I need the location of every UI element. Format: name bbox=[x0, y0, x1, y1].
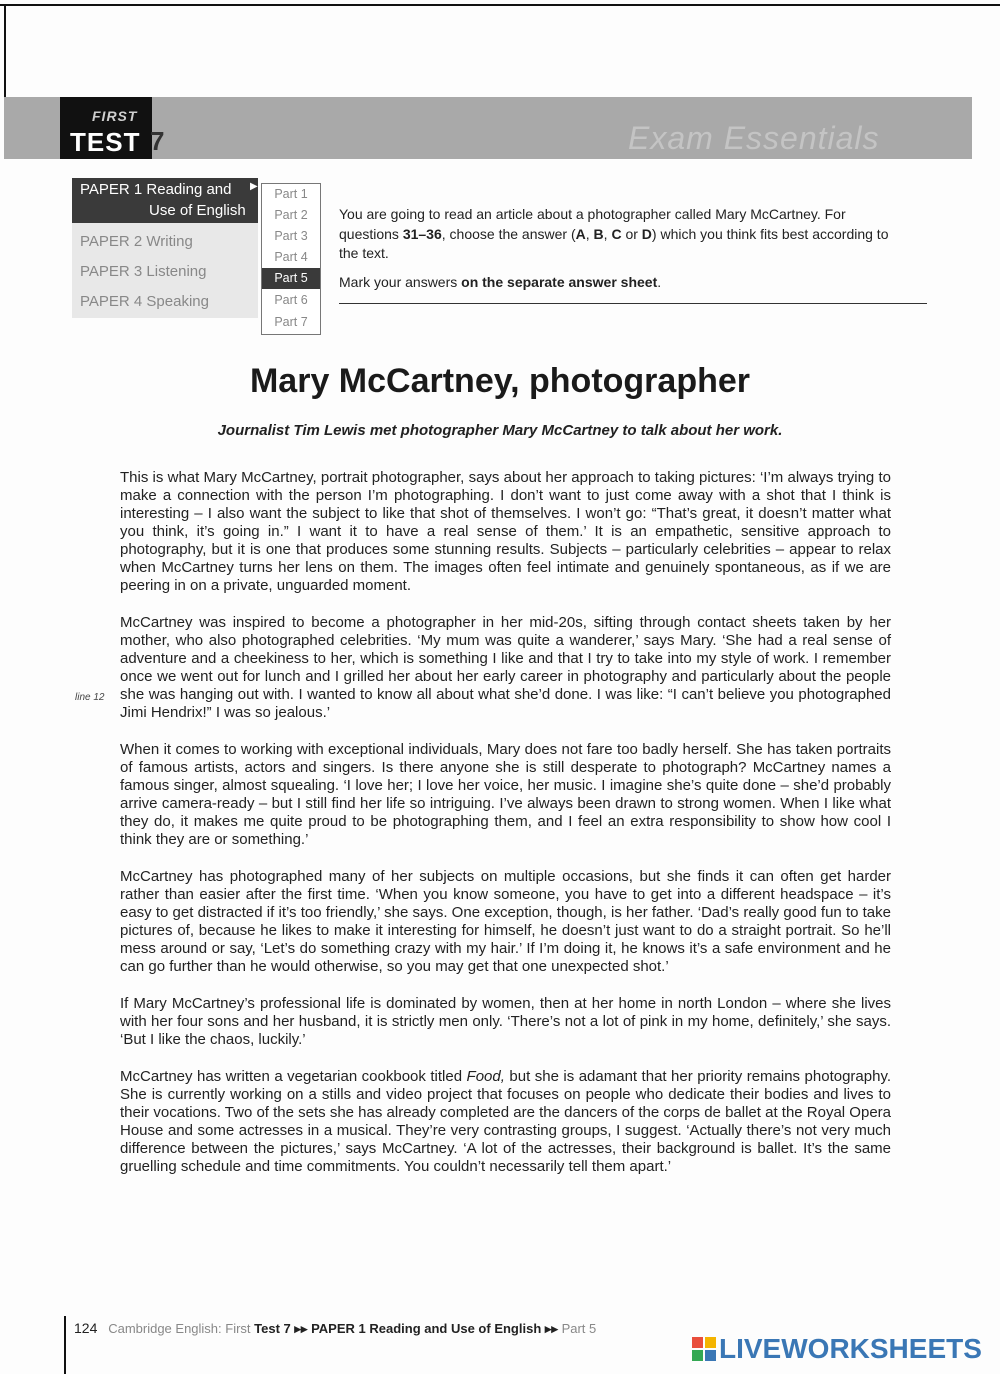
article-paragraph-2: McCartney was inspired to become a photographer in her mid-20s, sifting through contact sheets taken by her mother, who also photographed celebrities. ‘My mum was quite a wanderer,’ says Mary. ‘She had a real sense of adventure and a cheekiness to her, which is something I like and that I try to take into my style of work. I remember once we went out for lunch and I grilled her about her early career in photography and particularly about the people she was hanging out with. I wanted to know all about what she’d done. I was like: “I can’t believe you photographed Jimi Hendrix!” I was so jealous.’ bbox=[120, 614, 891, 721]
test-number: 7 bbox=[150, 126, 165, 156]
instructions-para-2: Mark your answers on the separate answer sheet. bbox=[339, 273, 662, 290]
instructions bbox=[339, 205, 899, 301]
liveworksheets-logo[interactable] bbox=[692, 1333, 982, 1365]
page-number: 124 bbox=[74, 1320, 98, 1336]
part-2[interactable]: Part 2 bbox=[274, 208, 308, 222]
article-paragraph-5: If Mary McCartney’s professional life is dominated by women, then at her home in north London – where she lives with her four sons and her husband, it is strictly men only. ‘There’s not a lot of pink in my home, definitely,’ she says. ‘But I like the chaos, luckily.’ bbox=[120, 995, 891, 1048]
article-paragraph-6: McCartney has written a vegetarian cookbook titled Food, but she is adamant that her priority remains photography. She is currently working on a stills and video project that focuses on people who dedicate their bodies and lives to their vocations. Two of the sets she has already completed are the dancers of the corps de ballet at the Royal Opera House and some actresses in a musical. They’re very contrasting groups, I suggest. ‘Actually there’s not very much difference between the pictures,’ says McCartney. ‘A lot of the actresses, their background is ballet. It’s the same gruelling schedule and time commitments. You couldn’t necessarily tell them apart.’ bbox=[120, 1068, 891, 1175]
play-arrow-icon: ▶ bbox=[250, 181, 258, 192]
article-subtitle: Journalist Tim Lewis met photographer Mary McCartney to talk about her work. bbox=[217, 422, 783, 439]
instructions-para-1: You are going to read an article about a photographer called Mary McCartney. For questions 31–36, choose the answer (A, B, C or D) which you think fits best according to the text. bbox=[339, 206, 889, 261]
test-label: TEST bbox=[70, 127, 141, 157]
article-paragraph-3: When it comes to working with exceptional individuals, Mary does not fare too badly herself. She has taken portraits of famous artists, actors and singers. Is there anyone she is still desperate to photograph? McCartney names a famous singer, almost squealing. ‘I love her; I love her voice, her music. I imagine she’s quite done – she’d probably arrive camera-ready – but I still find her life so intriguing. I’ve always been drawn to strong women. When I like what they do, it makes me quite proud to be photographing them, and I feel an extra responsibility to show how cool I think they are or something.’ bbox=[120, 741, 891, 848]
footer bbox=[74, 1320, 596, 1337]
paper-2-label[interactable]: PAPER 2 Writing bbox=[80, 233, 193, 250]
parts-nav bbox=[261, 183, 321, 335]
part-3[interactable]: Part 3 bbox=[274, 229, 308, 243]
brand-title: Exam Essentials bbox=[628, 120, 880, 156]
part-1[interactable]: Part 1 bbox=[274, 187, 308, 201]
paper-1-label[interactable]: PAPER 1 Reading and bbox=[80, 181, 232, 198]
left-rule bbox=[4, 4, 6, 100]
line-marker: line 12 bbox=[75, 692, 105, 703]
footer-arrow-icon-2: ▸▸ bbox=[544, 1321, 558, 1336]
article-paragraph-1: This is what Mary McCartney, portrait photographer, says about her approach to taking pictures: ‘I’m always trying to make a connection with the person I’m photographing. I don’t want to just come away with a shot that I think is interesting – I also want the subject to like that shot of themselves. I won’t go: “That’s great, it doesn’t matter what you think, it’s going in.” I want it to have a real sense of them.’ It is an empathetic, sensitive approach to photography, but it is one that produces some stunning results. Subjects – particularly celebrities – appear to relax when McCartney turns her lens on them. The images often feel intimate and genuinely spontaneous, as if we are peering in on a private, unguarded moment. bbox=[120, 469, 891, 594]
article-paragraph-4: McCartney has photographed many of her subjects on multiple occasions, but she finds it can often get harder rather than easier after the first time. ‘When you know someone, you have to get into a different headspace – it’s easy to get distracted if it’s too friendly,’ she says. One exception, though, is her father. ‘Dad’s really good fun to take pictures of, because he likes to make it interesting for himself, he doesn’t just want to do a straight portrait. So he’ll mess around or say, ‘Let’s do something crazy with my hair.’ If I’m doing it, he knows it’s a safe environment and he can go further than he would otherwise, so you may get that one unexpected shot.’ bbox=[120, 868, 891, 975]
part-6[interactable]: Part 6 bbox=[274, 293, 308, 307]
part-4[interactable]: Part 4 bbox=[274, 250, 308, 264]
paper-3-label[interactable]: PAPER 3 Listening bbox=[80, 263, 207, 280]
footer-rule bbox=[64, 1316, 66, 1374]
article-body bbox=[120, 469, 891, 1195]
footer-paper: PAPER 1 Reading and Use of English bbox=[311, 1321, 542, 1336]
top-rule bbox=[0, 4, 1000, 6]
instructions-divider bbox=[339, 303, 927, 304]
part-5-active[interactable]: Part 5 bbox=[262, 268, 320, 289]
footer-part: Part 5 bbox=[561, 1321, 597, 1336]
logo-grid-icon bbox=[692, 1337, 716, 1361]
footer-arrow-icon: ▸▸ bbox=[294, 1321, 308, 1336]
paper-4-label[interactable]: PAPER 4 Speaking bbox=[80, 293, 209, 310]
first-label: FIRST bbox=[92, 108, 138, 124]
paper-1-label-line2[interactable]: Use of English bbox=[149, 202, 246, 219]
footer-book: Cambridge English: First bbox=[108, 1321, 251, 1336]
logo-text: LIVEWORKSHEETS bbox=[719, 1333, 982, 1364]
article-title: Mary McCartney, photographer bbox=[249, 362, 750, 400]
part-7[interactable]: Part 7 bbox=[274, 315, 308, 329]
footer-test: Test 7 bbox=[254, 1321, 291, 1336]
